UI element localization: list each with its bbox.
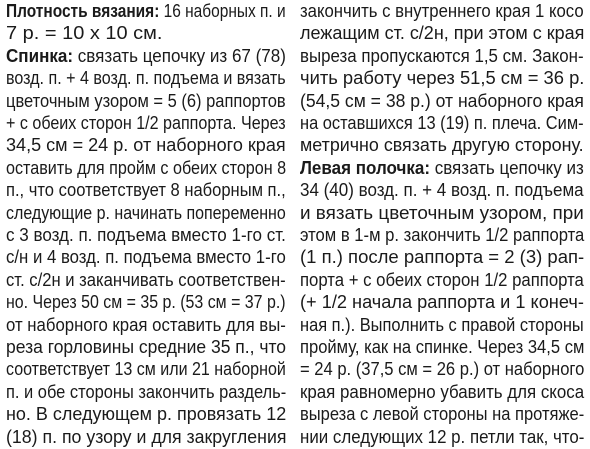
text-line (300, 244, 584, 269)
text-line (6, 177, 286, 202)
line-text: и вязать цветочным узором, при (300, 201, 584, 223)
text-line (300, 200, 584, 225)
line-text: выреза с левой стороны на протяже- (300, 403, 585, 425)
line-text: с/н и 4 возд. п. подъема вместо 1-го (6, 246, 286, 268)
text-line (6, 110, 286, 135)
text-line (300, 65, 584, 90)
text-line (300, 88, 584, 113)
line-text: следующие р. начинать попеременно (6, 201, 286, 223)
text-line (6, 267, 286, 292)
line-text: (54,5 см = 38 р.) от наборного края (300, 89, 584, 111)
line-text: 34,5 см = 24 р. от наборного края (6, 134, 286, 156)
text-line (6, 65, 286, 90)
text-line (6, 43, 286, 68)
text-line (300, 110, 584, 135)
line-text: связать цепочку из 67 (78) (73, 44, 286, 66)
text-line (300, 424, 584, 449)
text-line (6, 334, 286, 359)
text-line (300, 177, 584, 202)
line-text: этом в 1-м р. закончить 1/2 раппорта (300, 224, 585, 245)
text-line (6, 222, 286, 247)
line-text: реза горловины средние 35 п., что (6, 336, 287, 357)
text-line (6, 312, 286, 337)
line-text: но. Через 50 см = 35 р. (53 см = 37 р.) (6, 291, 286, 313)
line-text: метрично связать другую сторону. (300, 134, 584, 156)
text-line (6, 289, 286, 314)
text-line (6, 424, 286, 449)
line-text: но. В следующем р. провязать 12 (6, 403, 287, 425)
line-text: оставить для пройм с обеих сторон 8 (6, 156, 287, 178)
text-line (300, 43, 584, 68)
text-line (300, 379, 584, 404)
line-text: пройму, как на спинке. Через 34,5 см (300, 336, 585, 357)
line-text: 7 р. = 10 х 10 см. (6, 22, 163, 44)
text-line (300, 356, 584, 381)
line-text: выреза пропускаются 1,5 см. Закон- (300, 44, 584, 66)
text-line (300, 401, 584, 426)
text-line (6, 155, 286, 180)
line-text: связать цепочку из (429, 156, 584, 178)
line-text: нии следующих 12 р. петли так, что- (300, 425, 585, 447)
line-text: (+ 1/2 начала раппорта и 1 конеч- (300, 291, 584, 313)
text-line (300, 289, 584, 314)
line-text: закончить с внутреннего края 1 косо (300, 0, 584, 21)
section-heading: Плотность вязания: (6, 0, 160, 21)
text-line (300, 222, 584, 247)
text-line (300, 267, 584, 292)
text-line (6, 401, 286, 426)
line-text: ная п.). Выполнить с правой стороны (300, 313, 584, 335)
line-text: п., что соответствует 8 наборным п., (6, 179, 286, 201)
line-text: края равномерно убавить для скоса (300, 380, 585, 402)
line-text: 16 наборных п. и (159, 0, 286, 21)
line-text: (1 п.) после раппорта = 2 (3) рап- (300, 246, 585, 268)
text-line (6, 20, 162, 45)
line-text: лежащим ст. с/2н, при этом с края (300, 22, 585, 44)
text-line (6, 244, 286, 269)
line-text: = 24 р. (37,5 см = 26 р.) от наборного (300, 358, 585, 380)
line-text: 34 (40) возд. п. + 4 возд. п. подъема (300, 179, 584, 201)
line-text: (18) п. по узору и для закругления (6, 425, 287, 447)
text-line (6, 132, 286, 157)
section-heading: Левая полочка: (300, 156, 430, 178)
text-line (300, 334, 584, 359)
line-text: ст. с/2н и заканчивать соответствен- (6, 268, 286, 290)
text-line (300, 132, 584, 157)
line-text: возд. п. + 4 возд. п. подъема и вязать (6, 67, 286, 89)
line-text: с 3 возд. п. подъема вместо 1-го ст. (6, 224, 286, 245)
line-text: на оставшихся 13 (19) п. плеча. Сим- (300, 112, 584, 133)
line-text: цветочным узором = 5 (6) раппортов (6, 89, 286, 111)
line-text: от наборного края оставить для вы- (6, 313, 286, 335)
line-text: чить работу через 51,5 см = 36 р. (300, 67, 585, 89)
text-line (6, 88, 286, 113)
line-text: + с обеих сторон 1/2 раппорта. Через (6, 112, 286, 133)
text-line (6, 200, 286, 225)
text-line (300, 155, 584, 180)
text-line (300, 20, 584, 45)
section-heading: Спинка: (6, 44, 74, 66)
text-line (6, 356, 286, 381)
line-text: соответствует 13 см или 21 наборной (6, 358, 286, 380)
text-line (300, 312, 584, 337)
line-text: п. и обе стороны закончить раздель- (6, 380, 287, 402)
text-line (6, 379, 286, 404)
line-text: порта + с обеих сторон 1/2 раппорта (300, 268, 584, 290)
